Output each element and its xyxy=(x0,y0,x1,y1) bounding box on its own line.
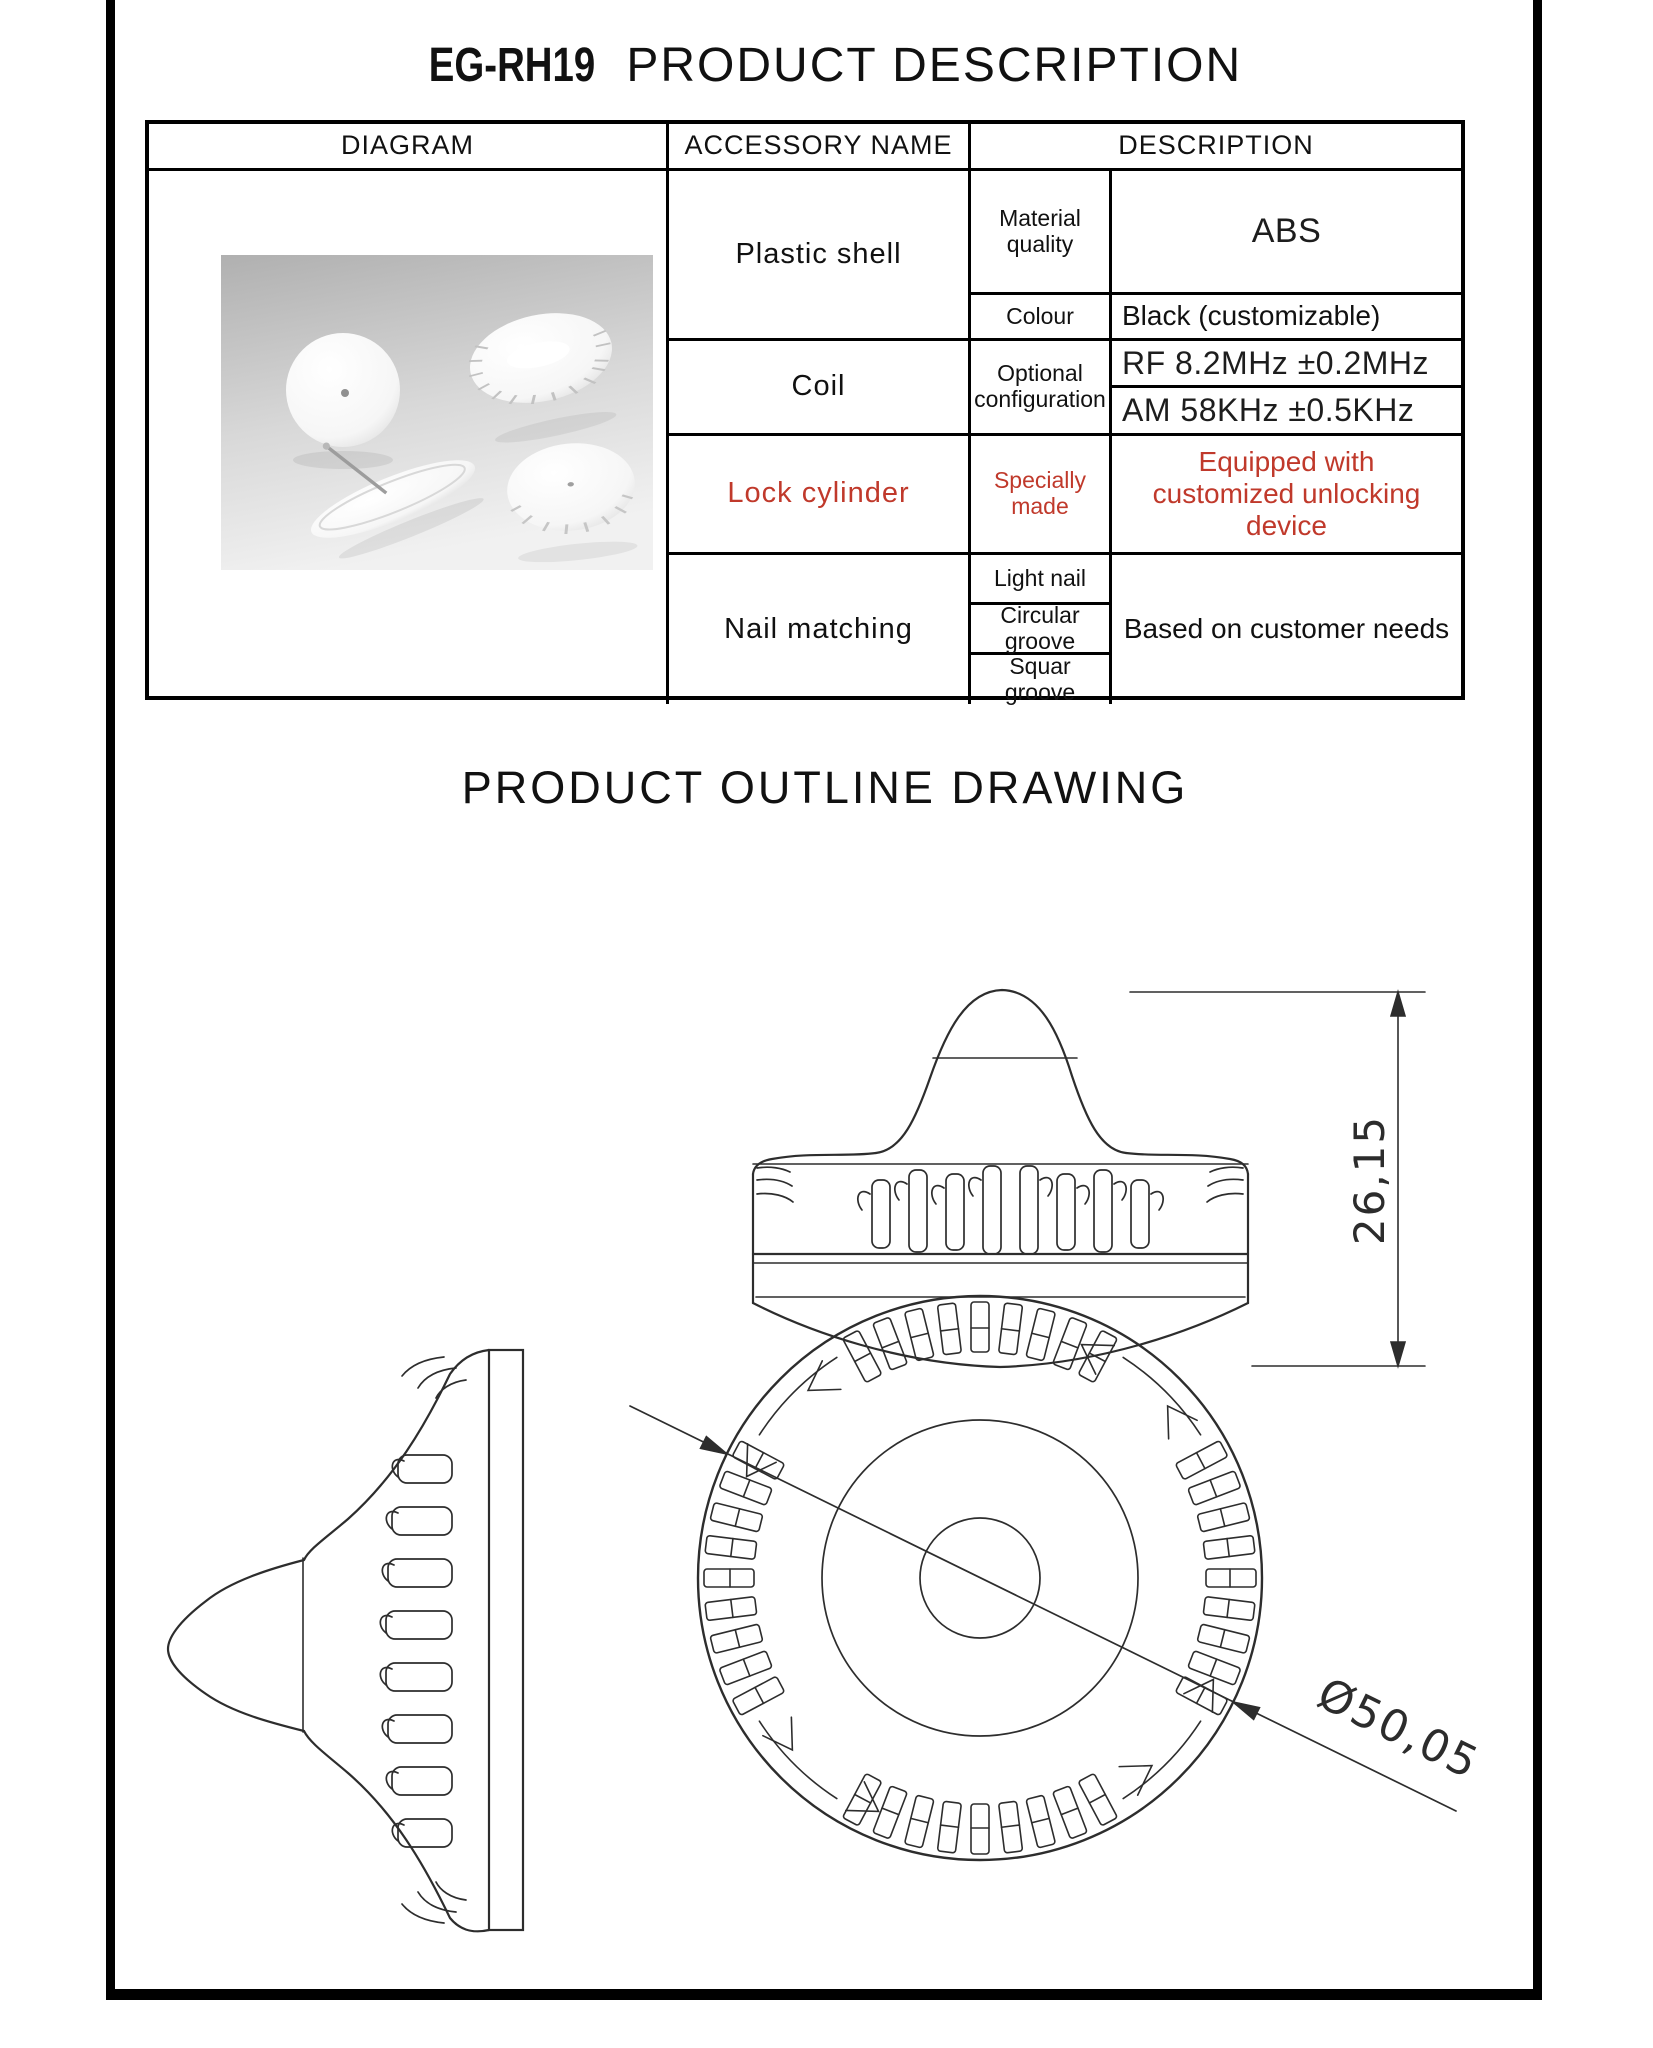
attr-material-quality: Material quality xyxy=(971,171,1112,295)
diameter-dimension-label: Ø50,05 xyxy=(1309,1668,1488,1790)
attr-specially-made: Specially made xyxy=(971,436,1112,555)
accessory-coil: Coil xyxy=(669,341,971,436)
title-text: PRODUCT DESCRIPTION xyxy=(626,39,1243,92)
accessory-nail-matching: Nail matching xyxy=(669,555,971,704)
diameter-dimension xyxy=(630,1406,1487,1811)
attr-light-nail: Light nail xyxy=(971,555,1112,605)
accessory-plastic-shell: Plastic shell xyxy=(669,171,971,341)
attr-optional-configuration: Optional configuration xyxy=(971,341,1112,436)
value-unlocking-device: Equipped with customized unlocking device xyxy=(1112,436,1461,555)
side-view-drawing xyxy=(753,990,1248,1367)
attr-colour: Colour xyxy=(971,295,1112,341)
drawing-section-title: PRODUCT OUTLINE DRAWING xyxy=(461,762,1189,813)
attr-squar-groove: Squar groove xyxy=(971,655,1112,704)
accessory-lock-cylinder: Lock cylinder xyxy=(669,436,971,555)
attr-circular-groove: Circular groove xyxy=(971,605,1112,655)
value-colour: Black (customizable) xyxy=(1112,295,1461,341)
header-diagram: DIAGRAM xyxy=(149,124,669,171)
value-am: AM 58KHz ±0.5KHz xyxy=(1112,388,1461,436)
value-rf: RF 8.2MHz ±0.2MHz xyxy=(1112,341,1461,388)
left-view-drawing xyxy=(168,1350,523,1931)
height-dimension xyxy=(1130,992,1425,1366)
header-accessory-name: ACCESSORY NAME xyxy=(669,124,971,171)
value-customer-needs: Based on customer needs xyxy=(1123,613,1450,645)
header-description: DESCRIPTION xyxy=(971,124,1461,171)
height-dimension-label: 26,15 xyxy=(1345,1114,1394,1246)
value-abs: ABS xyxy=(1112,171,1461,295)
product-model: EG-RH19 xyxy=(428,39,596,92)
